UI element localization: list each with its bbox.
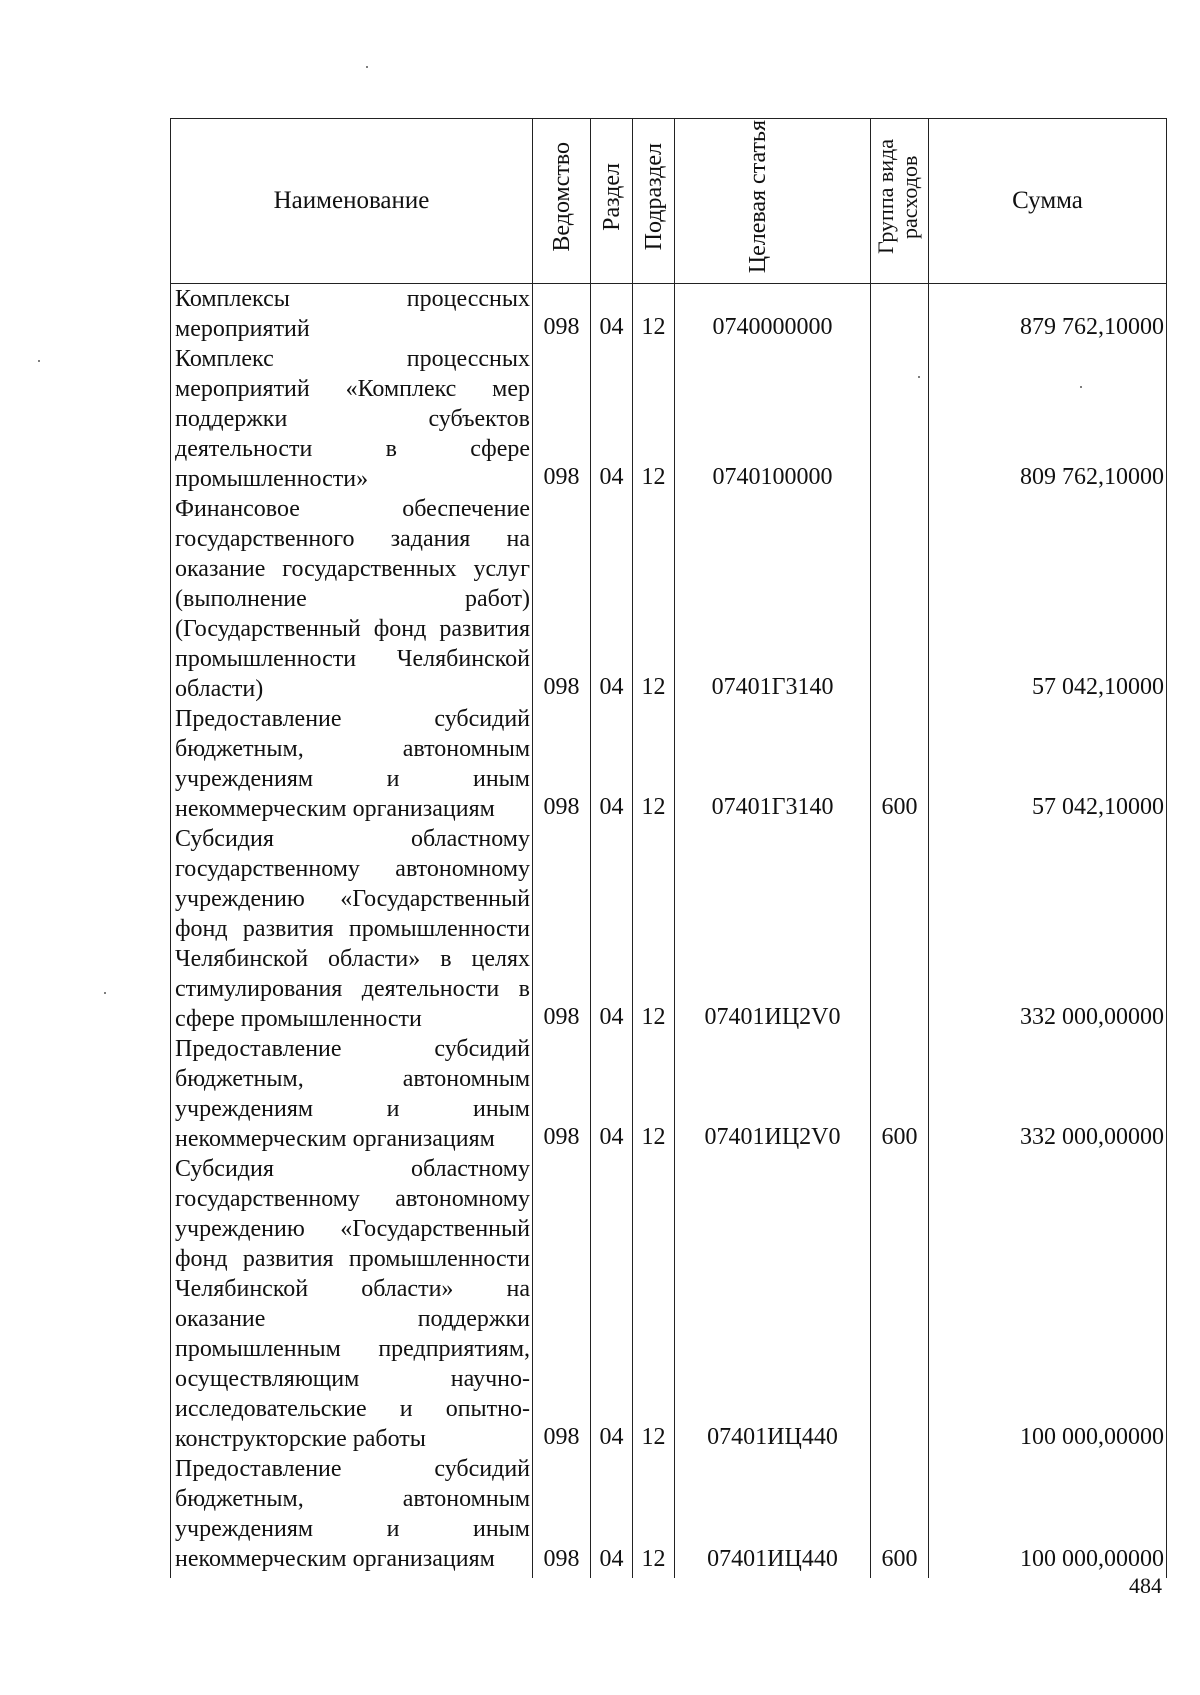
row-summa: 57 042,10000 <box>929 704 1167 824</box>
header-name: Наименование <box>171 119 533 284</box>
row-podrazdel: 12 <box>633 1454 675 1578</box>
row-gruppa <box>871 494 929 704</box>
budget-table <box>170 118 1167 1578</box>
header-podrazdel: Подраздел <box>633 119 675 284</box>
row-gruppa <box>871 344 929 494</box>
row-podrazdel: 12 <box>633 284 675 345</box>
row-podrazdel: 12 <box>633 1034 675 1154</box>
table-row <box>171 284 1167 345</box>
row-celevaya-statya: 07401ИЦ2V0 <box>675 824 871 1034</box>
row-name: Предоставление субсидий бюджетным, автономным учреждениям и иным некоммерческим организациям <box>171 704 533 824</box>
row-razdel: 04 <box>591 344 633 494</box>
row-razdel: 04 <box>591 1034 633 1154</box>
row-gruppa: 600 <box>871 1034 929 1154</box>
header-summa: Сумма <box>929 119 1167 284</box>
page-number: 484 <box>1129 1573 1162 1598</box>
row-vedomstvo: 098 <box>533 284 591 345</box>
row-name: Комплексы процессных мероприятий <box>171 284 533 345</box>
row-podrazdel: 12 <box>633 344 675 494</box>
row-podrazdel: 12 <box>633 494 675 704</box>
row-razdel: 04 <box>591 1454 633 1578</box>
table-row <box>171 824 1167 1034</box>
row-name: Субсидия областному государственному автономному учреждению «Государственный фонд развития промышленности Челябинской области» в целях стимулирования деятельности в сфере промышленности <box>171 824 533 1034</box>
table-row <box>171 1454 1167 1578</box>
table-row <box>171 344 1167 494</box>
row-vedomstvo: 098 <box>533 1454 591 1578</box>
row-gruppa <box>871 824 929 1034</box>
row-gruppa <box>871 284 929 345</box>
row-celevaya-statya: 07401ИЦ440 <box>675 1154 871 1454</box>
row-name: Субсидия областному государственному автономному учреждению «Государственный фонд развития промышленности Челябинской области» на оказание поддержки промышленным предприятиям, осуществляющим научно-исследовательские и опытно-конструкторские работы <box>171 1154 533 1454</box>
header-gruppa-vida-rashodov: Группа вида расходов <box>871 119 929 284</box>
row-summa: 100 000,00000 <box>929 1454 1167 1578</box>
row-gruppa: 600 <box>871 1454 929 1578</box>
row-vedomstvo: 098 <box>533 1154 591 1454</box>
table-header-row <box>171 119 1167 284</box>
table-row <box>171 704 1167 824</box>
row-name: Комплекс процессных мероприятий «Комплекс мер поддержки субъектов деятельности в сфере промышленности» <box>171 344 533 494</box>
budget-table-container <box>170 118 1166 1578</box>
row-gruppa <box>871 1154 929 1454</box>
header-razdel: Раздел <box>591 119 633 284</box>
row-vedomstvo: 098 <box>533 1034 591 1154</box>
row-name: Предоставление субсидий бюджетным, автономным учреждениям и иным некоммерческим организациям <box>171 1034 533 1154</box>
row-razdel: 04 <box>591 494 633 704</box>
row-razdel: 04 <box>591 824 633 1034</box>
row-summa: 332 000,00000 <box>929 1034 1167 1154</box>
row-celevaya-statya: 07401Г3140 <box>675 494 871 704</box>
row-summa: 57 042,10000 <box>929 494 1167 704</box>
row-vedomstvo: 098 <box>533 494 591 704</box>
row-razdel: 04 <box>591 1154 633 1454</box>
table-row <box>171 1154 1167 1454</box>
table-row <box>171 494 1167 704</box>
row-summa: 100 000,00000 <box>929 1154 1167 1454</box>
row-celevaya-statya: 0740100000 <box>675 344 871 494</box>
row-vedomstvo: 098 <box>533 824 591 1034</box>
scan-speck <box>366 66 368 68</box>
row-vedomstvo: 098 <box>533 344 591 494</box>
scan-speck <box>918 376 920 378</box>
row-podrazdel: 12 <box>633 704 675 824</box>
scan-speck <box>38 360 40 362</box>
row-celevaya-statya: 07401Г3140 <box>675 704 871 824</box>
row-podrazdel: 12 <box>633 1154 675 1454</box>
row-summa: 809 762,10000 <box>929 344 1167 494</box>
header-celevaya-statya: Целевая статья <box>675 119 871 284</box>
row-celevaya-statya: 0740000000 <box>675 284 871 345</box>
row-summa: 332 000,00000 <box>929 824 1167 1034</box>
row-razdel: 04 <box>591 704 633 824</box>
row-summa: 879 762,10000 <box>929 284 1167 345</box>
row-vedomstvo: 098 <box>533 704 591 824</box>
row-podrazdel: 12 <box>633 824 675 1034</box>
row-celevaya-statya: 07401ИЦ2V0 <box>675 1034 871 1154</box>
row-celevaya-statya: 07401ИЦ440 <box>675 1454 871 1578</box>
scan-speck <box>104 992 106 994</box>
row-name: Финансовое обеспечение государственного задания на оказание государственных услуг (выполнение работ) (Государственный фонд развития промышленности Челябинской области) <box>171 494 533 704</box>
row-gruppa: 600 <box>871 704 929 824</box>
row-name: Предоставление субсидий бюджетным, автономным учреждениям и иным некоммерческим организациям <box>171 1454 533 1578</box>
scan-speck <box>1080 386 1082 388</box>
header-vedomstvo: Ведомство <box>533 119 591 284</box>
table-row <box>171 1034 1167 1154</box>
row-razdel: 04 <box>591 284 633 345</box>
